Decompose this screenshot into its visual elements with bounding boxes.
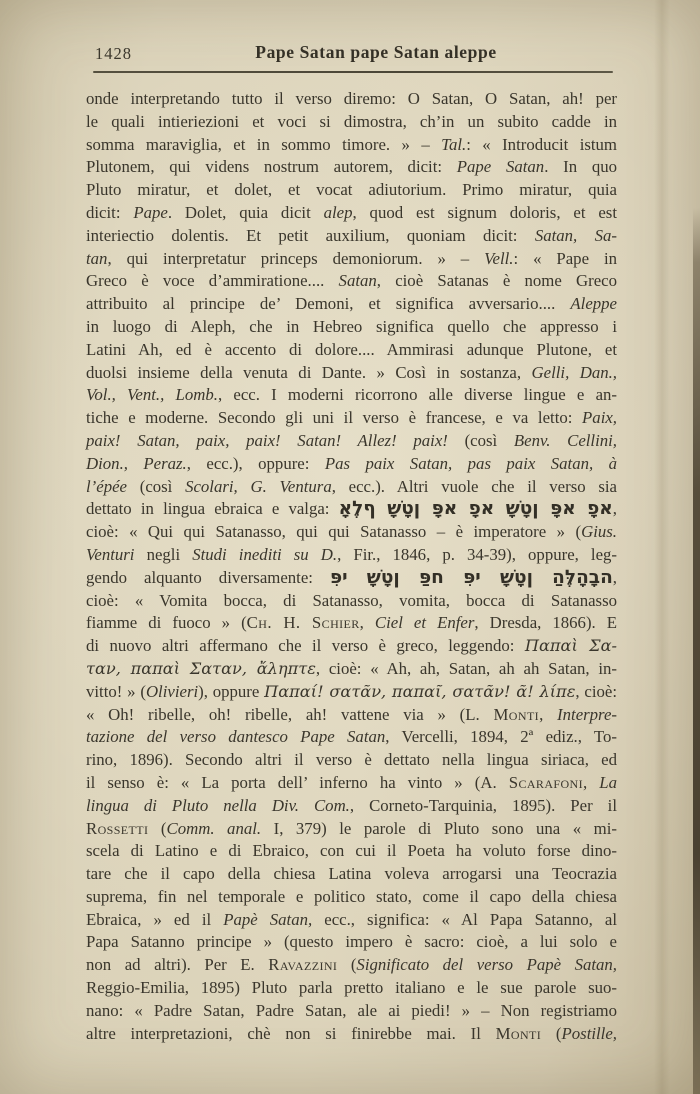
text-segment: non ad altri). Per E. — [86, 955, 269, 975]
text-line — [86, 749, 617, 772]
text-segment: : « Pape in — [513, 248, 617, 268]
text-line — [86, 270, 617, 293]
text-line — [86, 111, 617, 134]
text-segment: , ecc.). Altri vuole che il verso sia — [331, 476, 617, 496]
text-line — [86, 772, 617, 795]
text-segment: le quali intieriezioni et voci si dimostra, ch’in un subito cadde in — [86, 111, 617, 131]
text-segment: Papè Satan, — [223, 909, 313, 929]
text-segment: negli — [134, 544, 193, 564]
text-line — [86, 931, 617, 954]
text-line — [86, 225, 617, 248]
text-segment: , Fir., 1846, p. 34-39), oppure, leg- — [337, 544, 618, 564]
text-line — [86, 726, 617, 749]
text-segment: tazione del verso dantesco Pape Satan — [86, 727, 386, 747]
text-segment: ( — [541, 1023, 562, 1043]
text-segment: scela di Latino e di Ebraico, con cui il Poeta ha voluto forse dino- — [86, 841, 617, 861]
text-segment: rino, 1896). Secondo altri il verso è dettato nella lingua siriaca, ed — [86, 750, 617, 770]
text-segment: . Dolet, quia dicit — [167, 202, 324, 222]
text-line — [86, 179, 617, 202]
text-line — [86, 977, 617, 1000]
text-segment: suprema, fin nel temporale e politico stato, come il capo della chiesa — [86, 886, 617, 906]
text-segment: interiectio dolentis. Et petit auxilium, quoniam dicit: — [86, 225, 535, 245]
text-segment: Aleppe — [570, 294, 617, 314]
text-segment: Gius. — [581, 522, 617, 542]
text-segment: Paix, — [582, 408, 617, 428]
text-segment: Pape — [133, 202, 168, 222]
text-segment: in luogo di Aleph, che in Hebreo significa quello che appresso i — [86, 316, 617, 336]
text-line — [86, 362, 617, 385]
text-segment: , Vercelli, 1894, 2ª ediz., To- — [385, 727, 617, 747]
text-segment: Vol., Vent., Lomb. — [86, 385, 218, 405]
text-segment: attribuito al principe de’ Demoni, et significa avversario.... — [86, 294, 571, 314]
text-segment: Comm. anal. — [166, 818, 262, 838]
text-segment: di nuovo altri affermano che il verso è greco, leggendo: — [86, 636, 525, 656]
text-segment: La — [599, 772, 618, 792]
text-segment: Interpre- — [557, 704, 618, 724]
text-segment: , quod est signum doloris, et est — [352, 202, 617, 222]
text-segment: il senso è: « La porta dell’ inferno ha vinto » (A. — [86, 772, 509, 792]
text-segment: dettato in lingua ebraica e valga: — [86, 499, 339, 519]
text-line — [86, 863, 617, 886]
text-segment: ecc., significa: « Al Papa Satanno, al — [312, 909, 617, 929]
text-line — [86, 704, 617, 727]
text-line — [86, 1023, 617, 1046]
text-segment: (così — [127, 476, 186, 496]
text-line — [86, 795, 617, 818]
text-line — [86, 1000, 617, 1023]
text-segment: tare che il capo della chiesa Latina voleva arrogarsi una Teocrazia — [86, 864, 617, 884]
text-segment: , — [612, 567, 617, 587]
text-line — [86, 544, 617, 567]
text-segment: , cioè: — [575, 681, 617, 701]
text-segment: Ciel et Enfer — [374, 613, 475, 633]
text-segment: gendo alquanto diversamente: — [86, 567, 330, 587]
text-segment: , — [612, 499, 617, 519]
text-line — [86, 954, 617, 977]
text-line — [86, 658, 617, 681]
text-segment: , ecc. I moderni ricorrono alle diverse lingue e an- — [217, 385, 618, 405]
text-segment: alep — [323, 202, 353, 222]
text-segment: , qui interpretatur princeps demoniorum. » – — [107, 248, 485, 268]
text-segment: Tal. — [441, 134, 467, 154]
text-segment: Gelli, Dan., — [531, 362, 617, 382]
text-segment: : « Introducit istum — [466, 134, 617, 154]
text-segment: Pas paix Satan, pas paix Satan, à — [324, 453, 618, 473]
text-segment: nano: « Padre Satan, Padre Satan, ale ai piedi! » – Non registriamo — [86, 1000, 617, 1020]
text-line — [86, 635, 617, 658]
text-line — [86, 909, 617, 932]
text-line — [86, 339, 617, 362]
text-line — [86, 134, 617, 157]
text-segment: Scarafoni — [508, 772, 584, 792]
text-segment: , — [539, 704, 558, 724]
page-body — [86, 88, 617, 1045]
text-segment: Reggio-Emilia, 1895) Pluto parla pretto italiano e le sue parole suo- — [86, 978, 617, 998]
text-segment: duolsi insieme della venuta di Dante. » Così in sostanza, — [86, 362, 532, 382]
text-segment: ( — [148, 818, 167, 838]
text-segment: Benv. Cellini, — [513, 430, 617, 450]
text-segment: , ecc.), oppure: — [186, 453, 325, 473]
text-line — [86, 498, 617, 521]
text-line — [86, 818, 617, 841]
text-line — [86, 407, 617, 430]
text-line — [86, 453, 617, 476]
page-edge-shadow — [693, 0, 700, 1094]
text-segment: dicit: — [86, 202, 134, 222]
text-line — [86, 840, 617, 863]
text-segment: Papa Satanno principe » (questo impero è sacro: cioè, a lui solo e — [86, 932, 617, 952]
text-segment: (così — [447, 430, 514, 450]
greek-phrase: Παπαὶ Σα- — [524, 636, 617, 656]
text-segment: Monti — [495, 1023, 542, 1043]
text-segment: , Corneto-Tarquinia, 1895). Per il — [349, 795, 617, 815]
text-segment: Satan — [338, 271, 377, 291]
running-title: Pape Satan pape Satan aleppe — [255, 42, 497, 62]
text-segment: Greco è voce d’ammiratione.... — [86, 271, 339, 291]
text-segment: vitto! » ( — [86, 681, 146, 701]
text-segment: « Oh! ribelle, oh! ribelle, ah! vattene via » (L. — [86, 704, 494, 724]
text-segment: paix! Satan, paix, paix! Satan! Allez! paix! — [86, 430, 448, 450]
text-line — [86, 567, 617, 590]
text-line — [86, 681, 617, 704]
text-segment: . In quo — [544, 157, 617, 177]
text-line — [86, 430, 617, 453]
text-line — [86, 316, 617, 339]
text-segment: , — [359, 613, 375, 633]
text-line — [86, 476, 617, 499]
text-segment: fiamme di fuoco » ( — [86, 613, 247, 633]
text-line — [86, 156, 617, 179]
text-segment: Venturi — [86, 544, 135, 564]
text-segment: onde interpretando tutto il verso diremo: O Satan, O Satan, ah! per — [86, 89, 617, 108]
text-segment: , cioè: « Ah, ah, Satan, ah ah Satan, in- — [315, 658, 618, 678]
text-segment: , — [583, 772, 600, 792]
greek-phrase: ταν, παπαὶ Σαταν, ἄληπτε — [86, 658, 316, 678]
text-segment: altre interpretazioni, chè non si finirebbe mai. Il — [86, 1023, 496, 1043]
page-number: 1428 — [95, 44, 132, 63]
text-line — [86, 384, 617, 407]
text-segment: , cioè Satanas è nome Greco — [376, 271, 617, 291]
header-rule — [93, 71, 613, 73]
hebrew-phrase: פִּי שָׁטָן פַּח פִּי שָׁטָן הַלֶּהָבָה — [329, 566, 613, 588]
text-line — [86, 202, 617, 225]
text-segment: lingua di Pluto nella Div. Com. — [86, 795, 350, 815]
text-segment: Monti — [493, 704, 540, 724]
text-segment: Pluto miratur, et dolet, et vocat adiutorium. Primo miratur, quia — [86, 180, 617, 200]
text-segment: ), oppure — [198, 681, 265, 701]
text-line — [86, 590, 617, 613]
text-segment: Ebraica, » ed il — [86, 909, 224, 929]
hebrew-phrase: אָלֶף שָׁטָן פָּא פָא שָׁטָן פָּא פָא — [338, 498, 613, 520]
text-segment: Dion., Peraz. — [86, 453, 187, 473]
text-segment: ( — [337, 955, 357, 975]
text-line — [86, 886, 617, 909]
text-segment: somma maraviglia, et in sommo timore. » – — [86, 134, 442, 154]
text-segment: Studi inediti su D. — [192, 544, 338, 564]
text-segment: tiche e moderne. Secondo gli uni il verso è francese, e va letto: — [86, 408, 583, 428]
text-segment: Olivieri — [145, 681, 199, 701]
text-line — [86, 88, 617, 111]
text-segment: Vell. — [484, 248, 514, 268]
text-segment: Satan, Sa- — [534, 225, 617, 245]
text-line — [86, 248, 617, 271]
text-segment: Scolari, G. Ventura — [185, 476, 332, 496]
text-line — [86, 521, 617, 544]
greek-phrase: Παπαί! σατᾶν, παπαῖ, σατᾶν! ᾶ! λίπε — [264, 681, 576, 701]
text-line — [86, 612, 617, 635]
text-segment: tan — [86, 248, 108, 268]
text-segment: Ch. H. Schier — [246, 613, 360, 633]
text-segment: Latini Ah, ed è accento di dolore.... Ammirasi adunque Plutone, et — [86, 339, 617, 359]
page-crease — [654, 0, 670, 1094]
text-segment: cioè: « Vomita bocca, di Satanasso, vomita, bocca di Satanasso — [86, 590, 617, 610]
page-header — [0, 42, 700, 66]
text-segment: Rossetti — [86, 818, 149, 838]
text-line — [86, 293, 617, 316]
text-segment: Significato del verso Papè Satan, — [356, 955, 617, 975]
text-segment: Plutonem, qui videns nostrum autorem, dicit: — [86, 157, 457, 177]
text-segment: , Dresda, 1866). E — [474, 613, 618, 633]
text-segment: Pape Satan — [456, 157, 545, 177]
text-segment: cioè: « Qui qui Satanasso, qui qui Satanasso – è imperatore » ( — [86, 522, 582, 542]
text-segment: Postille, — [561, 1023, 617, 1043]
text-segment: l’épée — [86, 476, 127, 496]
text-segment: I, 379) le parole di Pluto sono una « mi- — [261, 818, 617, 838]
text-segment: Ravazzini — [268, 955, 338, 975]
